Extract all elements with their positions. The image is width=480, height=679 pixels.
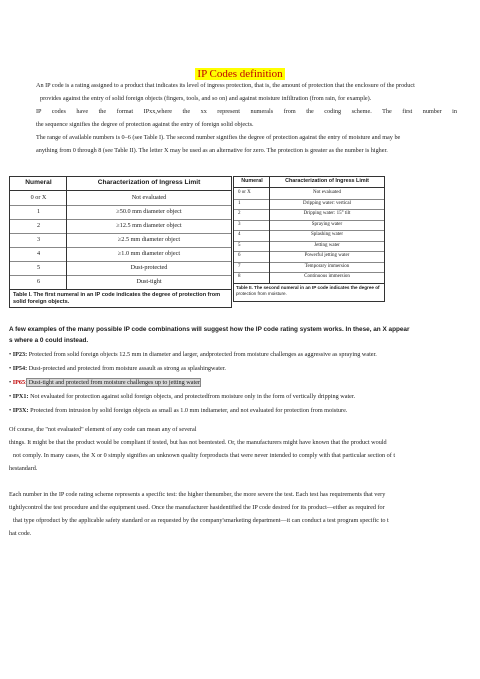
example-code: IP54:: [12, 365, 28, 372]
para2-line-4: hestandard.: [9, 465, 38, 472]
table-row: [10, 205, 231, 220]
example-item: • IPX1: Not evaluated for protection against solid foreign objects, and protectedfrom moisture only in the form of vertically dripping water.: [9, 393, 356, 400]
table-row: [10, 247, 231, 262]
table-row: [10, 275, 231, 290]
table-row: [10, 191, 231, 206]
intro-line-5: The range of available numbers is 0–6 (see Table I). The second number signifies the degree of protection against the entry of moisture and may be: [36, 134, 401, 141]
column-divider: [66, 177, 67, 290]
example-code: IP65:: [12, 379, 28, 386]
intro-line-6: anything from 0 through 8 (see Table II). The letter X may be used as an alternative for zero. The protection is greater as the number is higher.: [36, 147, 388, 154]
cell-numeral: 4: [36, 250, 41, 257]
example-text: Protected from intrusion by solid foreign objects as small as 1.0 mm indiameter, and not evaluated for protection from moisture.: [28, 407, 348, 414]
cell-limit: Dust-protected: [130, 264, 168, 271]
intro-line-4: the sequence signifies the degree of protection against the entry of foreign solid objects.: [36, 121, 254, 128]
cell-numeral: 3: [36, 236, 41, 243]
cell-numeral: 5: [36, 264, 41, 271]
table-row: [10, 219, 231, 234]
example-code: IPX1:: [12, 393, 29, 400]
table-row: [234, 272, 384, 284]
caption-rest: protection from moisture.: [236, 291, 287, 296]
cell-numeral: 7: [238, 263, 241, 269]
cell-limit: Jetting water: [314, 242, 340, 248]
intro-line-2: provides against the entry of solid foreign objects (fingers, tools, and so on) and against moisture infiltration (from rain, for example).: [40, 95, 372, 102]
header-numeral: Numeral: [241, 178, 263, 184]
page-title: IP Codes definition: [197, 68, 283, 80]
cell-numeral: 1: [238, 200, 241, 206]
cell-limit: Dripping water: vertical: [302, 200, 352, 206]
example-code: IP23:: [12, 351, 28, 358]
cell-numeral: 0 or X: [238, 190, 251, 195]
cell-numeral: 1: [36, 208, 41, 215]
example-item: • IP65: Dust-tight and protected from moisture challenges up to jetting water: [9, 379, 201, 386]
para3-line-4: hat code.: [9, 530, 32, 537]
table-caption: [236, 285, 382, 297]
header-characterization: Characterization of Ingress Limit: [285, 178, 369, 184]
cell-limit: ≥2.5 mm diameter object: [117, 236, 181, 243]
table-moisture: [233, 176, 385, 302]
cell-limit: Powerful jetting water: [304, 253, 350, 258]
table-caption: Table I. The first numeral in an IP code indicates the degree of protection from solid foreign objects.: [13, 292, 221, 305]
table-header: [10, 177, 231, 191]
examples-intro-line-2: s where a 0 could instead.: [9, 337, 89, 344]
example-item: • IP23: Protected from solid foreign objects 12.5 mm in diameter and larger, andprotected from moisture challenges as aggressive as spraying water.: [9, 351, 377, 358]
cell-numeral: 2: [238, 211, 241, 216]
example-text: Dust-protected and protected from moisture assault as strong as splashingwater.: [27, 365, 226, 372]
example-item: • IP54: Dust-protected and protected from moisture assault as strong as splashingwater.: [9, 365, 226, 372]
cell-limit: Dust-tight: [136, 278, 162, 285]
cell-numeral: 4: [238, 232, 241, 237]
para3-line-1: Each number in the IP code rating scheme represents a specific test: the higher thenumber, the more severe the test. Each test has requirements that very: [9, 491, 386, 498]
intro-line-3: IP codes have the format IPxx,where the xx represent numerals from the coding scheme. The first number in: [36, 108, 457, 115]
cell-limit: ≥12.5 mm diameter object: [116, 222, 182, 229]
cell-numeral: 6: [238, 253, 241, 258]
cell-numeral: 8: [238, 274, 241, 279]
cell-limit: Continuous immersion: [304, 274, 350, 279]
cell-limit: Not evaluated: [313, 190, 341, 195]
example-text: Not evaluated for protection against solid foreign objects, and protectedfrom moisture only in the form of vertically dripping water.: [28, 393, 356, 400]
example-text: Protected from solid foreign objects 12.5 mm in diameter and larger, andprotected from moisture challenges as aggressive as spraying water.: [27, 351, 377, 358]
caption-bold: Table II. The second numeral in an IP code indicates the degree of: [236, 285, 380, 290]
examples-intro-line-1: A few examples of the many possible IP code combinations will suggest how the IP code rating system works. In these, an X appear: [9, 326, 410, 333]
cell-limit: Temporary immersion: [304, 263, 350, 269]
para2-line-1: Of course, the "not evaluated" element of any code can mean any of several: [9, 426, 197, 433]
para2-line-3: not comply. In many cases, the X or 0 simply signifies an unknown quality forproducts that were never intended to comply with that particular section of t: [13, 452, 396, 459]
cell-numeral: 5: [238, 242, 241, 248]
header-numeral: Numeral: [25, 179, 52, 186]
selected-text[interactable]: Dust-tight and protected from moisture challenges up to jetting water: [27, 379, 201, 386]
example-item: • IP3X: Protected from intrusion by solid foreign objects as small as 1.0 mm indiameter, and not evaluated for protection from moisture.: [9, 407, 348, 414]
column-divider: [269, 177, 270, 283]
cell-limit: Not evaluated: [131, 194, 167, 201]
cell-limit: ≥1.0 mm diameter object: [117, 250, 181, 257]
cell-limit: Splashing water: [310, 232, 344, 237]
cell-numeral: 2: [36, 222, 41, 229]
table-row: [10, 261, 231, 276]
para2-line-2: things. It might be that the product would be compliant if tested, but has not beentested. Or, the manufacturers might have known that the product would: [9, 439, 387, 446]
cell-numeral: 6: [36, 278, 41, 285]
cell-limit: Spraying water: [311, 221, 343, 227]
para3-line-3: that type ofproduct by the applicable safety standard or as requested by the company'smarketing department—it can conduct a test program specific to t: [13, 517, 389, 524]
examples-intro: [9, 324, 429, 346]
table-header: [234, 177, 384, 188]
cell-numeral: 3: [238, 221, 241, 227]
cell-limit: ≥50.0 mm diameter object: [116, 208, 182, 215]
cell-numeral: 0 or X: [30, 194, 47, 201]
intro-line-1: An IP code is a rating assigned to a product that indicates its level of ingress protection, that is, the amount of protection that the enclosure of the product: [36, 82, 415, 89]
table-solid-objects: [9, 176, 232, 308]
table-row: [10, 233, 231, 248]
example-code: IP3X:: [12, 407, 29, 414]
para3-line-2: tightlycontrol the test procedure and the equipment used. Once the manufacturer hasidentified the IP code desired for its product—either as required for: [9, 504, 385, 511]
cell-limit: Dripping water: 15° tilt: [303, 211, 351, 216]
header-characterization: Characterization of Ingress Limit: [97, 179, 201, 186]
